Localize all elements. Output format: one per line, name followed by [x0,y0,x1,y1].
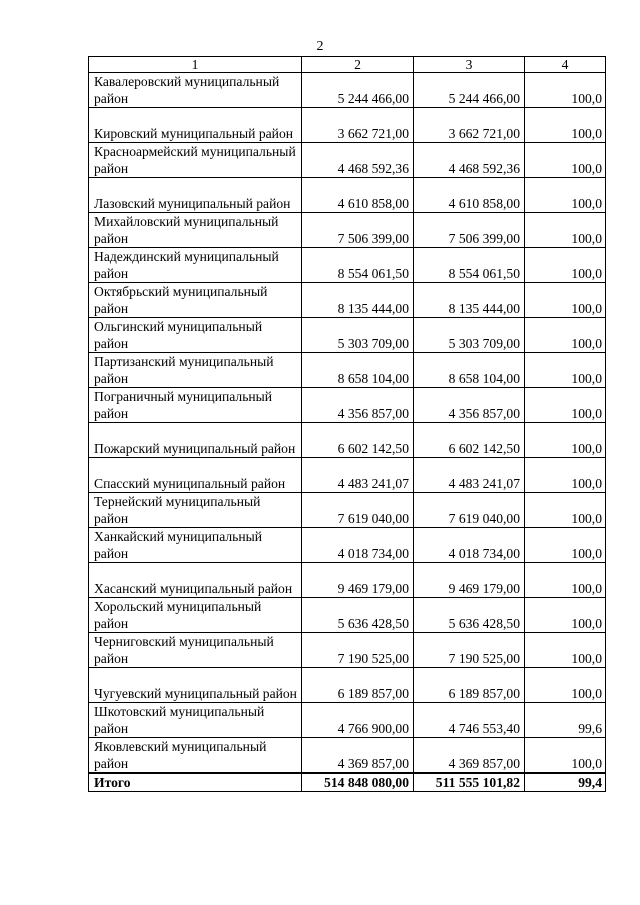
planned-amount-cell: 7 506 399,00 [302,213,414,248]
percent-cell: 100,0 [525,388,606,423]
percent-cell: 100,0 [525,423,606,458]
planned-amount-cell: 4 468 592,36 [302,143,414,178]
table-row [89,423,606,458]
district-name-cell: Ольгинский муниципальный район [89,318,302,353]
actual-amount-cell: 8 658 104,00 [414,353,525,388]
district-name-cell: Черниговский муниципальный район [89,633,302,668]
table-row [89,493,606,528]
planned-amount-cell: 4 766 900,00 [302,703,414,738]
district-name-cell: Пожарский муниципальный район [89,423,302,458]
table-row [89,318,606,353]
column-header-3: 3 [414,57,525,73]
district-name-cell: Хасанский муниципальный район [89,563,302,598]
planned-amount-cell: 7 619 040,00 [302,493,414,528]
actual-amount-cell: 8 135 444,00 [414,283,525,318]
district-name-cell: Красноармейский муниципальный район [89,143,302,178]
percent-cell: 100,0 [525,213,606,248]
district-name-cell: Кавалеровский муниципальный район [89,73,302,108]
actual-amount-cell: 4 483 241,07 [414,458,525,493]
table-row [89,283,606,318]
percent-cell: 100,0 [525,668,606,703]
percent-cell: 100,0 [525,283,606,318]
column-header-2: 2 [302,57,414,73]
percent-cell: 100,0 [525,738,606,774]
district-name-cell: Лазовский муниципальный район [89,178,302,213]
planned-amount-cell: 8 135 444,00 [302,283,414,318]
table-row [89,458,606,493]
table-row [89,143,606,178]
percent-cell: 100,0 [525,563,606,598]
district-name-cell: Тернейский муниципальный район [89,493,302,528]
total-label-cell: Итого [89,773,302,791]
percent-cell: 100,0 [525,458,606,493]
district-name-cell: Михайловский муниципальный район [89,213,302,248]
district-name-cell: Чугуевский муниципальный район [89,668,302,703]
planned-amount-cell: 6 602 142,50 [302,423,414,458]
table-body [89,57,606,792]
budget-table [88,56,606,792]
actual-amount-cell: 5 244 466,00 [414,73,525,108]
district-name-cell: Партизанский муниципальный район [89,353,302,388]
actual-amount-cell: 8 554 061,50 [414,248,525,283]
percent-cell: 100,0 [525,528,606,563]
district-name-cell: Пограничный муниципальный район [89,388,302,423]
district-name-cell: Октябрьский муниципальный район [89,283,302,318]
actual-amount-cell: 6 602 142,50 [414,423,525,458]
total-actual-cell: 511 555 101,82 [414,773,525,791]
actual-amount-cell: 4 356 857,00 [414,388,525,423]
planned-amount-cell: 9 469 179,00 [302,563,414,598]
actual-amount-cell: 4 369 857,00 [414,738,525,774]
percent-cell: 100,0 [525,318,606,353]
planned-amount-cell: 4 018 734,00 [302,528,414,563]
percent-cell: 100,0 [525,598,606,633]
planned-amount-cell: 6 189 857,00 [302,668,414,703]
actual-amount-cell: 5 636 428,50 [414,598,525,633]
table-row [89,73,606,108]
actual-amount-cell: 4 746 553,40 [414,703,525,738]
district-name-cell: Кировский муниципальный район [89,108,302,143]
actual-amount-cell: 6 189 857,00 [414,668,525,703]
actual-amount-cell: 7 190 525,00 [414,633,525,668]
percent-cell: 100,0 [525,73,606,108]
district-name-cell: Хорольский муниципальный район [89,598,302,633]
planned-amount-cell: 8 658 104,00 [302,353,414,388]
percent-cell: 100,0 [525,353,606,388]
planned-amount-cell: 5 244 466,00 [302,73,414,108]
table-header-row [89,57,606,73]
actual-amount-cell: 4 610 858,00 [414,178,525,213]
table-row [89,528,606,563]
planned-amount-cell: 5 636 428,50 [302,598,414,633]
table-row [89,598,606,633]
planned-amount-cell: 8 554 061,50 [302,248,414,283]
planned-amount-cell: 7 190 525,00 [302,633,414,668]
table-row [89,213,606,248]
table-row [89,178,606,213]
column-header-1: 1 [89,57,302,73]
actual-amount-cell: 9 469 179,00 [414,563,525,598]
district-name-cell: Яковлевский муниципальный район [89,738,302,774]
table-row [89,668,606,703]
planned-amount-cell: 3 662 721,00 [302,108,414,143]
page-number: 2 [316,39,324,54]
planned-amount-cell: 4 483 241,07 [302,458,414,493]
planned-amount-cell: 4 356 857,00 [302,388,414,423]
total-planned-cell: 514 848 080,00 [302,773,414,791]
planned-amount-cell: 4 369 857,00 [302,738,414,774]
table-row [89,388,606,423]
percent-cell: 100,0 [525,178,606,213]
total-row [89,773,606,791]
district-name-cell: Ханкайский муниципальный район [89,528,302,563]
actual-amount-cell: 4 018 734,00 [414,528,525,563]
actual-amount-cell: 4 468 592,36 [414,143,525,178]
percent-cell: 100,0 [525,143,606,178]
percent-cell: 100,0 [525,108,606,143]
table-row [89,563,606,598]
district-name-cell: Шкотовский муниципальный район [89,703,302,738]
actual-amount-cell: 3 662 721,00 [414,108,525,143]
percent-cell: 100,0 [525,493,606,528]
table-row [89,108,606,143]
table-row [89,248,606,283]
percent-cell: 100,0 [525,633,606,668]
planned-amount-cell: 5 303 709,00 [302,318,414,353]
district-name-cell: Надеждинский муниципальный район [89,248,302,283]
district-name-cell: Спасский муниципальный район [89,458,302,493]
percent-cell: 99,6 [525,703,606,738]
column-header-4: 4 [525,57,606,73]
table-row [89,633,606,668]
table-row [89,738,606,774]
percent-cell: 100,0 [525,248,606,283]
actual-amount-cell: 7 506 399,00 [414,213,525,248]
actual-amount-cell: 5 303 709,00 [414,318,525,353]
actual-amount-cell: 7 619 040,00 [414,493,525,528]
table-row [89,703,606,738]
total-percent-cell: 99,4 [525,773,606,791]
table-row [89,353,606,388]
planned-amount-cell: 4 610 858,00 [302,178,414,213]
